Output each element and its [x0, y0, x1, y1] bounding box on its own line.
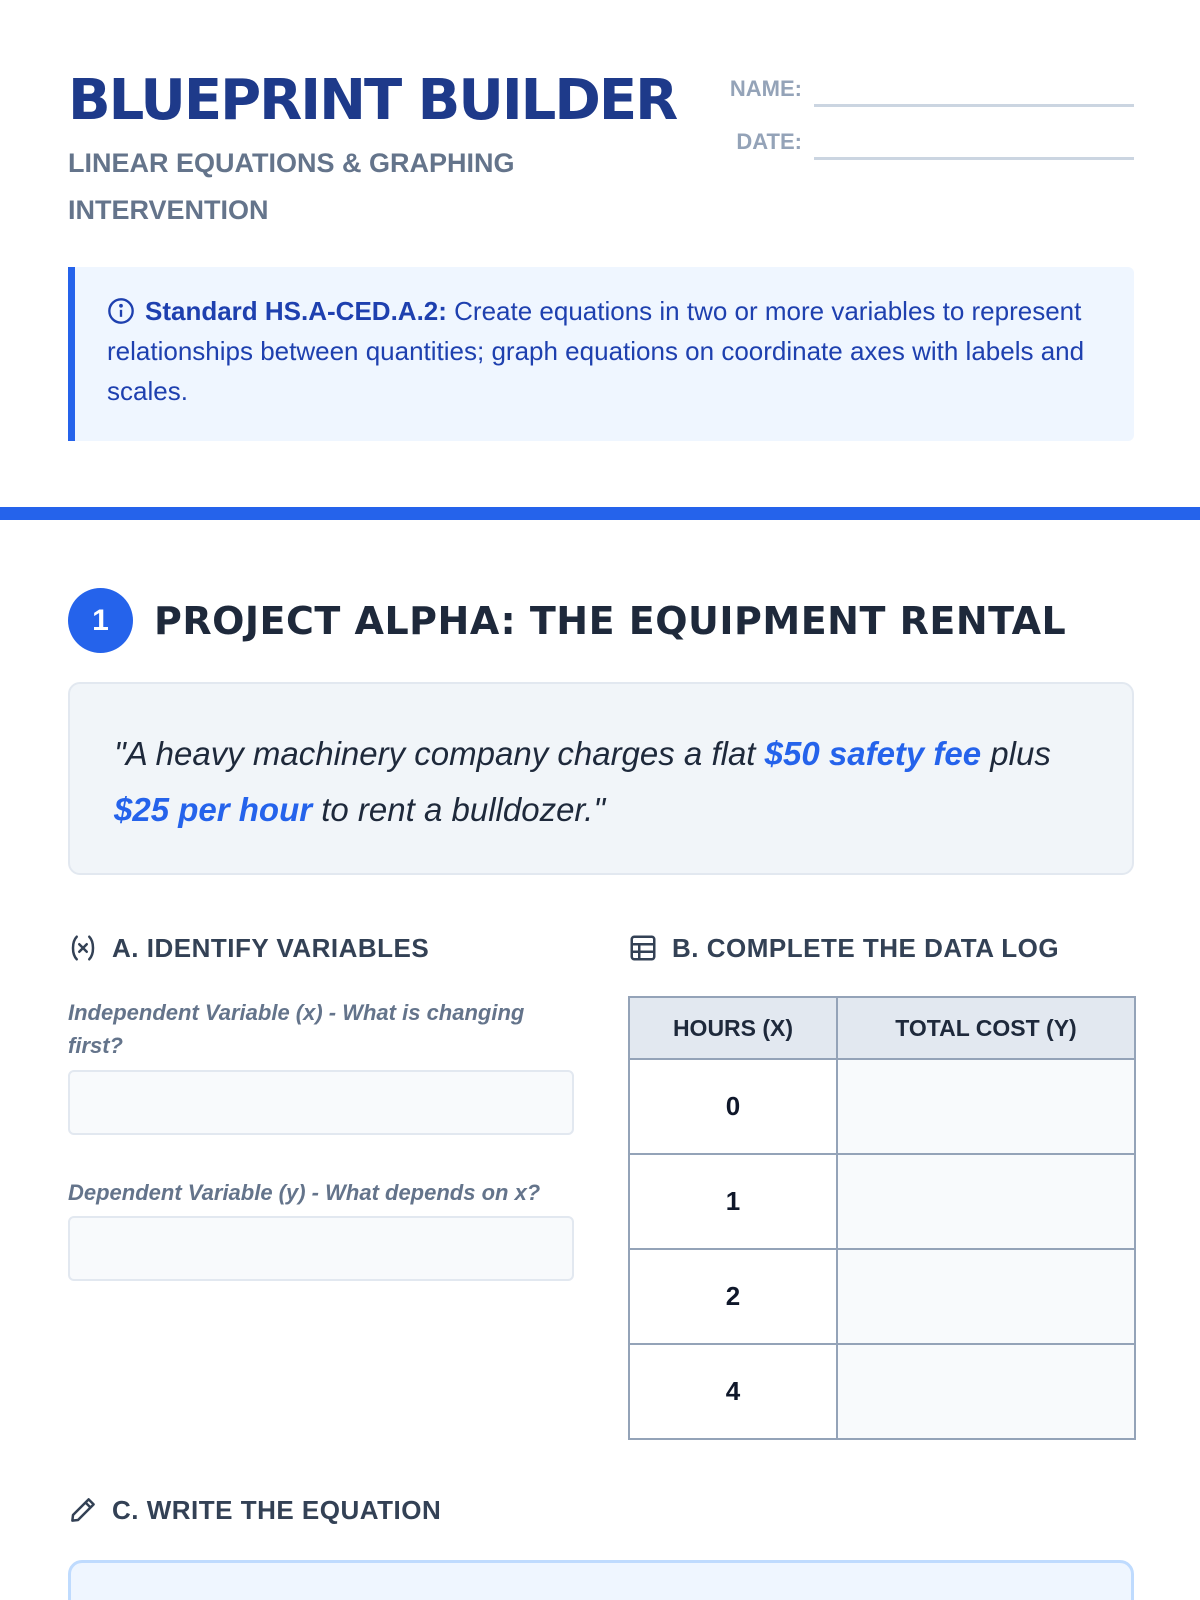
date-field[interactable]: [814, 157, 1134, 160]
name-field[interactable]: [814, 104, 1134, 107]
table-row: [629, 1249, 1135, 1344]
total-cost-cell[interactable]: [837, 1249, 1135, 1344]
section-title: PROJECT ALPHA: THE EQUIPMENT RENTAL: [154, 599, 1067, 643]
identify-variables-title: A. IDENTIFY VARIABLES: [112, 933, 430, 963]
total-cost-cell[interactable]: [837, 1154, 1135, 1249]
hours-column-header: HOURS (X): [629, 997, 837, 1059]
table-row: [629, 1154, 1135, 1249]
student-info: [708, 72, 1134, 178]
standard-code: Standard HS.A-CED.A.2:: [145, 296, 447, 326]
section-divider: [0, 507, 1200, 520]
data-log-table: [628, 996, 1136, 1440]
scenario-part-3: to rent a bulldozer.": [312, 791, 606, 828]
write-equation-heading: [68, 1492, 441, 1528]
dependent-variable-label: Dependent Variable (y) - What depends on x?: [68, 1180, 541, 1205]
scenario-highlight-fee: $50 safety fee: [764, 735, 982, 772]
scenario-text: [114, 726, 1092, 838]
info-icon: [107, 297, 135, 325]
table-header-row: [629, 997, 1135, 1059]
table-row: [629, 1344, 1135, 1439]
standard-description: Create equations in two or more variables to represent relationships between quantities; graph equations on coordinate axes with labels and scales.: [107, 296, 1085, 406]
worksheet-header: [68, 68, 1134, 228]
dependent-variable-input[interactable]: [68, 1216, 574, 1281]
table-row: [629, 1059, 1135, 1154]
name-label: NAME:: [729, 76, 802, 101]
total-cost-cell[interactable]: [837, 1344, 1135, 1439]
section-heading: [68, 588, 1134, 654]
data-log-title: B. COMPLETE THE DATA LOG: [672, 933, 1060, 963]
scenario-part-1: "A heavy machinery company charges a flat: [114, 735, 765, 772]
hours-cell: 2: [629, 1249, 837, 1344]
write-equation-title: C. WRITE THE EQUATION: [112, 1495, 442, 1525]
section-number-badge: 1: [68, 588, 133, 653]
standard-callout: [68, 267, 1134, 441]
date-row: [708, 125, 1134, 178]
total-cost-cell[interactable]: [837, 1059, 1135, 1154]
hours-cell: 0: [629, 1059, 837, 1154]
scenario-box: [68, 682, 1134, 875]
equation-answer-box[interactable]: [68, 1560, 1134, 1600]
variable-icon: [68, 933, 98, 963]
independent-variable-input[interactable]: [68, 1070, 574, 1135]
table-icon: [628, 933, 658, 963]
scenario-part-2: plus: [981, 735, 1051, 772]
page-title: BLUEPRINT BUILDER: [68, 68, 677, 133]
identify-variables-heading: [68, 930, 429, 966]
standard-text: [107, 291, 1104, 411]
total-cost-column-header: TOTAL COST (Y): [837, 997, 1135, 1059]
pencil-icon: [68, 1495, 98, 1525]
date-label: DATE:: [736, 129, 802, 154]
page-subtitle: LINEAR EQUATIONS & GRAPHING INTERVENTION: [68, 148, 515, 225]
hours-cell: 1: [629, 1154, 837, 1249]
name-row: [708, 72, 1134, 125]
data-log-heading: [628, 930, 1059, 966]
hours-cell: 4: [629, 1344, 837, 1439]
scenario-highlight-rate: $25 per hour: [114, 791, 313, 828]
independent-variable-label: Independent Variable (x) - What is changing first?: [68, 1000, 525, 1058]
